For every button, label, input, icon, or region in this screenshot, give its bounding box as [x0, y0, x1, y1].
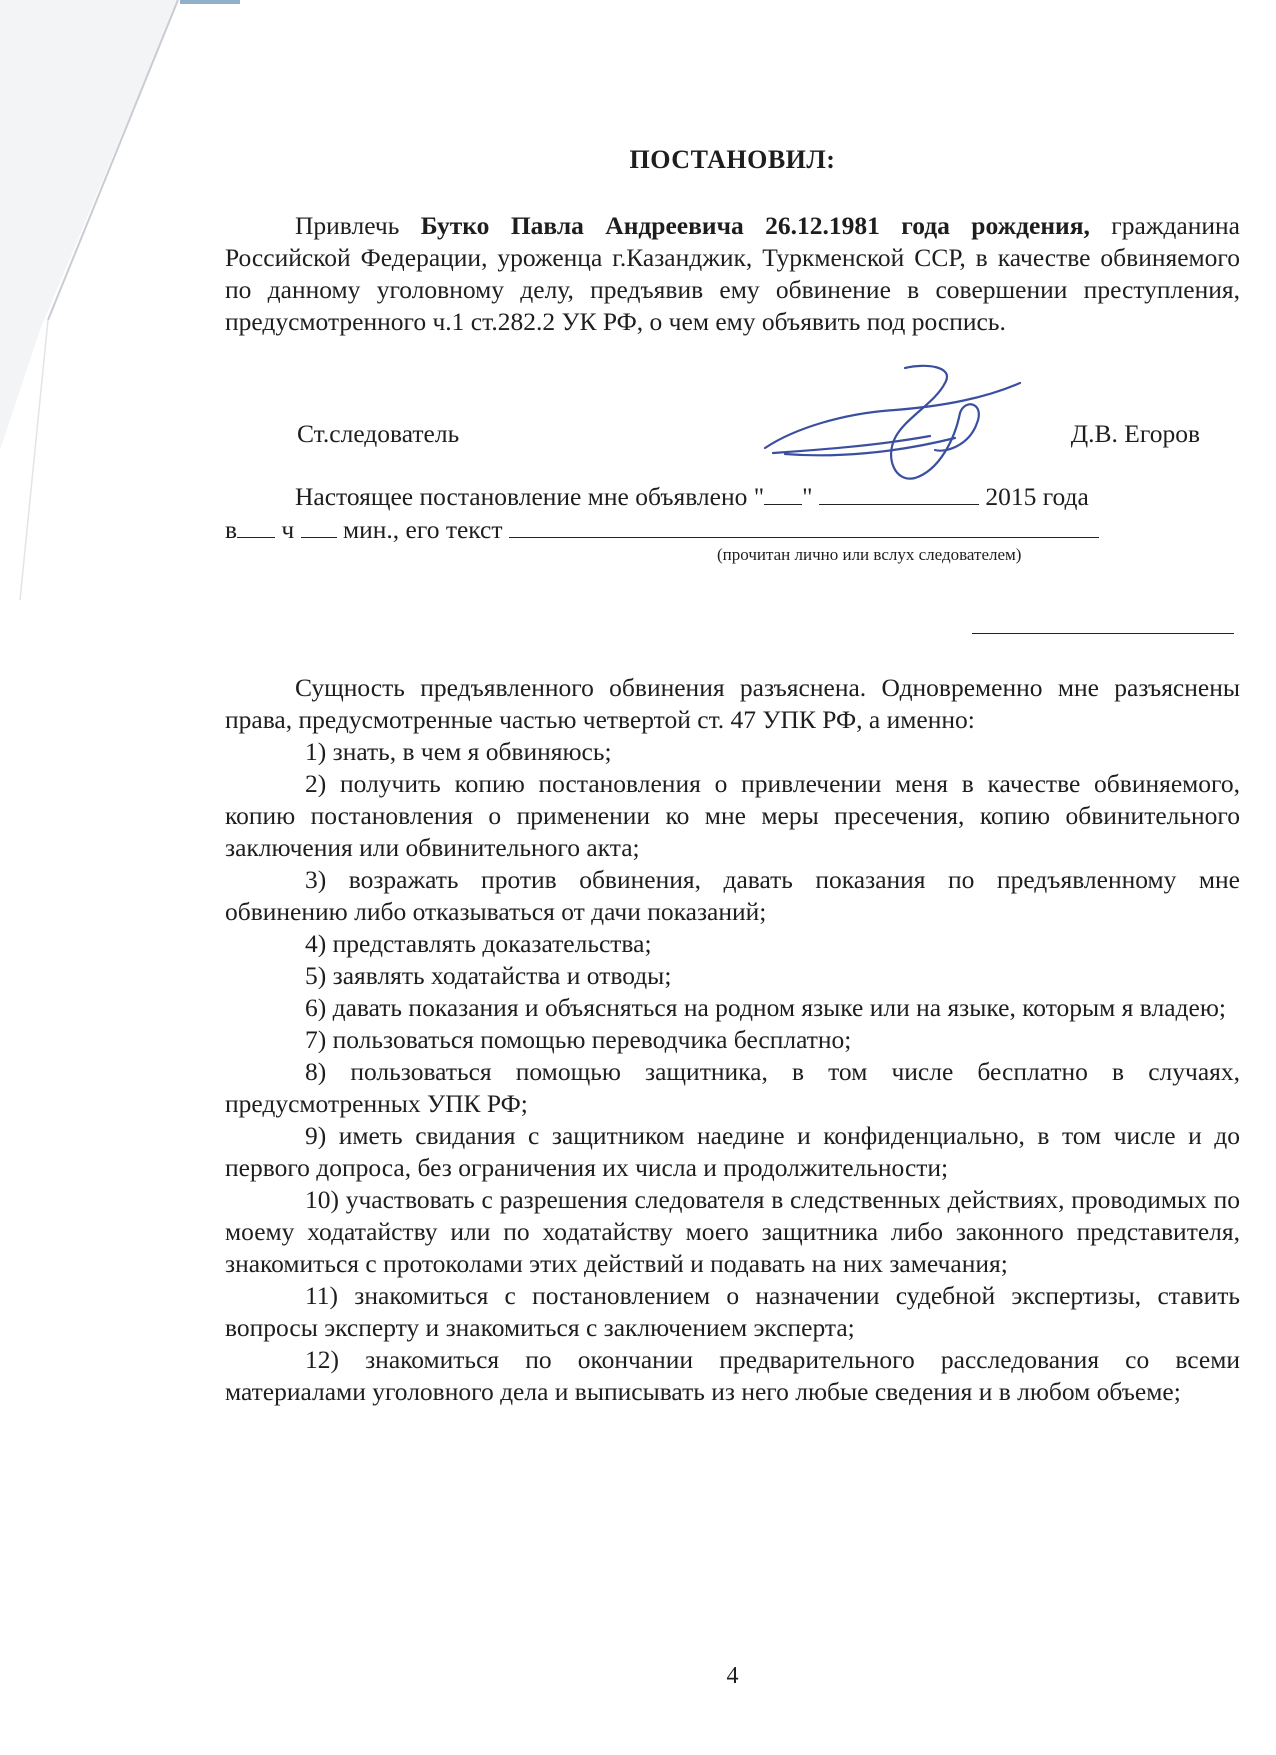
announcement-text-5: ч — [275, 515, 301, 544]
rights-item: 8) пользоваться помощью защитника, в том числе бесплатно в случаях, предусмотренных УПК РФ; — [225, 1057, 1240, 1118]
rights-item: 6) давать показания и объясняться на родном языке или на языке, которым я владею; — [305, 993, 1226, 1022]
investigator-role: Ст.следователь — [297, 419, 460, 448]
announcement-hint: (прочитан лично или вслух следователем) — [717, 545, 1022, 564]
rights-section — [225, 672, 1240, 1408]
rights-item: 9) иметь свидания с защитником наедине и конфиденциально, в том числе и до первого допроса, без ограничения их числа и продолжительности; — [225, 1121, 1240, 1182]
rights-item: 3) возражать против обвинения, давать показания по предъявленному мне обвинению либо отказываться от дачи показаний; — [225, 865, 1240, 926]
page-number: 4 — [726, 1663, 739, 1689]
announcement-text-6: мин., его текст — [336, 515, 509, 544]
hour-blank — [237, 513, 275, 538]
rights-item: 1) знать, в чем я обвиняюсь; — [305, 737, 612, 766]
minute-blank — [301, 513, 337, 538]
rights-item: 4) представлять доказательства; — [305, 929, 652, 958]
handwritten-signature — [755, 358, 1035, 498]
rights-item: 12) знакомиться по окончании предварительного расследования со всеми материалами уголовного дела и выписывать из него любые сведения и в любом объеме; — [225, 1345, 1240, 1406]
announcement-text-4: в — [225, 515, 238, 544]
document-page — [225, 0, 1240, 1755]
announcement-paragraph — [225, 480, 1240, 546]
announcement-text-2: " — [802, 482, 819, 511]
decision-lead: Привлечь — [295, 211, 421, 240]
accused-person: Бутко Павла Андреевича 26.12.1981 года рождения, — [420, 211, 1090, 240]
rights-item: 11) знакомиться с постановлением о назначении судебной экспертизы, ставить вопросы эксперту и знакомиться с заключением эксперта; — [225, 1281, 1240, 1342]
text-method-blank — [509, 513, 1099, 538]
document-heading: ПОСТАНОВИЛ: — [629, 145, 836, 174]
signature-row — [225, 418, 1240, 450]
month-blank — [819, 480, 979, 505]
announcement-text-1: Настоящее постановление мне объявлено " — [295, 482, 765, 511]
rights-item: 7) пользоваться помощью переводчика бесплатно; — [305, 1025, 852, 1054]
decision-text: гражданина Российской Федерации, уроженца г.Казанджик, Туркменской ССР, в качестве обвиняемого по данному уголовному делу, предъявив ему обвинение в совершении преступления, предусмотренного ч.1 ст.282.2 УК РФ, о чем ему объявить под роспись. — [225, 211, 1240, 336]
rights-item: 2) получить копию постановления о привлечении меня в качестве обвиняемого, копию постановления о применении ко мне меры пресечения, копию обвинительного заключения или обвинительного акта; — [225, 769, 1240, 862]
rights-item: 10) участвовать с разрешения следователя в следственных действиях, проводимых по моему ходатайству или по ходатайству моего защитника либо законного представителя, знакомиться с протоколами этих действий и подавать на них замечания; — [225, 1185, 1240, 1278]
rights-item: 5) заявлять ходатайства и отводы; — [305, 961, 672, 990]
accused-signature-line — [972, 633, 1234, 634]
investigator-name: Д.В. Егоров — [1070, 419, 1200, 448]
day-blank — [764, 480, 802, 505]
decision-paragraph — [225, 210, 1240, 338]
announcement-text-3: 2015 года — [978, 482, 1089, 511]
rights-intro: Сущность предъявленного обвинения разъяснена. Одновременно мне разъяснены права, предусмотренные частью четвертой ст. 47 УПК РФ, а именно: — [225, 673, 1240, 734]
